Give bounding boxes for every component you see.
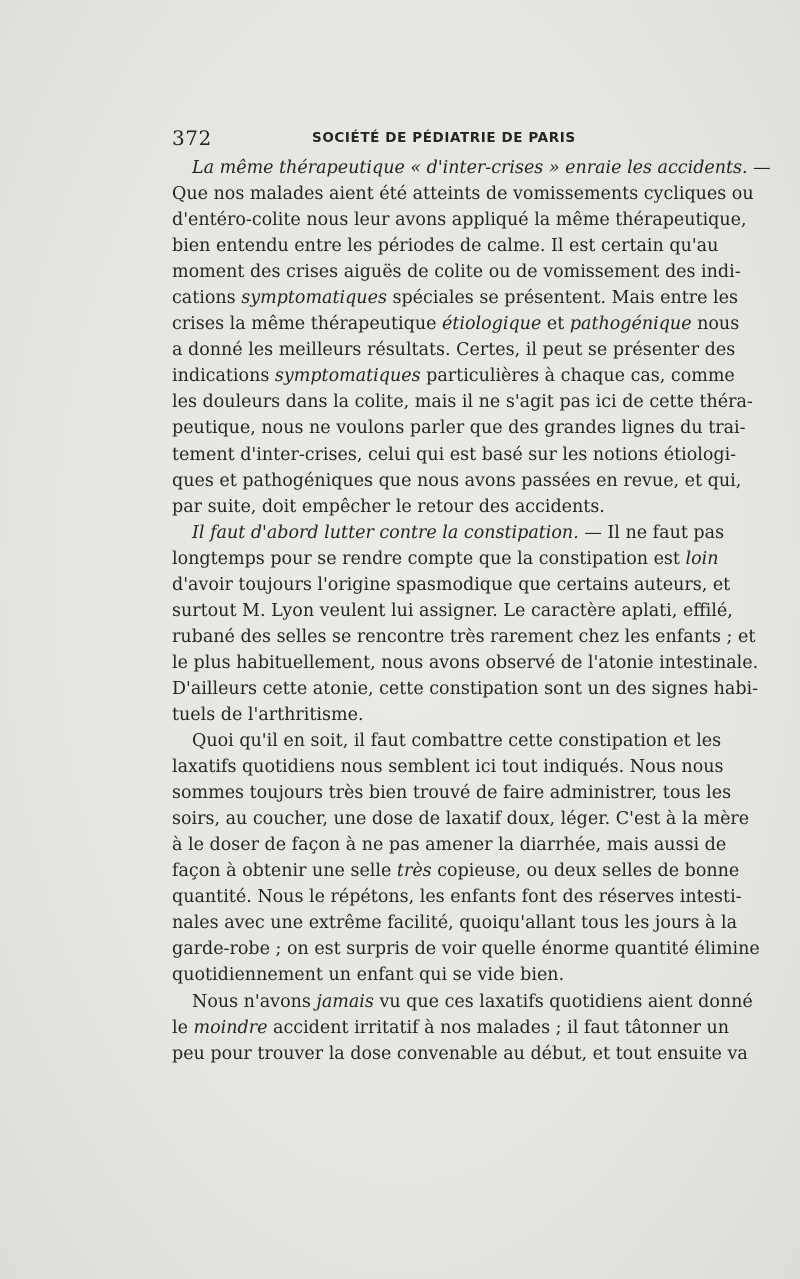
italic-segment: symptomatiques [241, 288, 387, 309]
italic-segment: très [396, 861, 432, 882]
text-line [172, 754, 724, 780]
text-segment: soirs, au coucher, une dose de laxatif doux, léger. C'est à la mère [172, 809, 750, 830]
text-segment: vu que ces laxatifs quotidiens aient donné [373, 991, 753, 1012]
text-line [172, 181, 754, 207]
text-segment: longtemps pour se rendre compte que la constipation est [172, 548, 686, 569]
text-segment: — Il ne faut pas [578, 522, 725, 543]
text-line [172, 389, 753, 415]
paragraph [172, 520, 759, 728]
paragraph [172, 155, 771, 520]
text-line [172, 285, 738, 311]
text-segment: Que nos malades aient été atteints de vomissements cycliques ou [172, 184, 754, 205]
paragraph [172, 989, 753, 1067]
text-line [172, 989, 753, 1015]
text-line [172, 702, 710, 728]
text-line [172, 155, 771, 181]
text-segment: nous [691, 314, 740, 335]
italic-segment: Il faut d'abord lutter contre la constipation. [192, 522, 579, 543]
italic-segment: étiologique [442, 314, 542, 335]
text-line [172, 468, 742, 494]
text-segment: surtout M. Lyon veulent lui assigner. Le caractère aplati, effilé, [172, 600, 733, 621]
text-segment: Quoi qu'il en soit, il faut combattre cette constipation et les [192, 731, 722, 752]
text-line [172, 624, 756, 650]
text-segment: d'avoir toujours l'origine spasmodique que certains auteurs, et [172, 574, 731, 595]
italic-segment: symptomatiques [274, 366, 421, 387]
text-segment: accident irritatif à nos malades ; il faut tâtonner un [267, 1017, 730, 1038]
text-segment: spéciales se présentent. Mais entre les [386, 288, 738, 309]
text-line [172, 962, 710, 988]
text-line [172, 207, 747, 233]
text-segment: bien entendu entre les périodes de calme. Il est certain qu'au [172, 236, 719, 257]
text-segment: les douleurs dans la colite, mais il ne s'agit pas ici de cette théra- [172, 392, 753, 413]
text-line [172, 363, 735, 389]
text-line [172, 806, 750, 832]
text-line [172, 1015, 730, 1041]
text-segment: copieuse, ou deux selles de bonne [431, 861, 740, 882]
text-segment: tement d'inter-crises, celui qui est basé sur les notions étiologi- [172, 444, 737, 465]
text-segment: — [747, 158, 771, 178]
text-segment: sommes toujours très bien trouvé de faire administrer, tous les [172, 783, 732, 804]
text-segment: rubané des selles se rencontre très rarement chez les enfants ; et [172, 626, 756, 647]
text-line [172, 1041, 748, 1067]
italic-segment: jamais [316, 991, 374, 1012]
text-segment: à le doser de façon à ne pas amener la diarrhée, mais aussi de [172, 835, 727, 856]
text-segment: indications [172, 366, 275, 387]
text-segment: cations [172, 288, 242, 309]
text-line [172, 832, 727, 858]
text-segment: moment des crises aiguës de colite ou de vomissement des indi- [172, 262, 741, 283]
text-line [172, 780, 732, 806]
text-segment: crises la même thérapeutique [172, 314, 443, 335]
text-line [172, 520, 725, 546]
text-segment: peutique, nous ne voulons parler que des grandes lignes du trai- [172, 418, 746, 439]
text-line [172, 676, 759, 702]
text-line [172, 936, 760, 962]
text-line [172, 494, 710, 520]
text-line [172, 311, 740, 337]
text-segment: tuels de l'arthritisme. [172, 704, 364, 725]
text-segment: par suite, doit empêcher le retour des accidents. [172, 496, 605, 517]
text-segment: le [172, 1017, 194, 1038]
text-segment: et [541, 314, 570, 335]
text-segment: quotidiennement un enfant qui se vide bien. [172, 965, 565, 986]
text-segment: garde-robe ; on est surpris de voir quelle énorme quantité élimine [172, 939, 760, 960]
text-line [172, 442, 737, 468]
text-segment: Nous n'avons [192, 991, 317, 1012]
text-segment: a donné les meilleurs résultats. Certes, il peut se présenter des [172, 340, 736, 361]
body-text [172, 155, 771, 1067]
text-segment: nales avec une extrême facilité, quoiqu'allant tous les jours à la [172, 913, 738, 934]
italic-segment: La même thérapeutique « d'inter-crises » enraie les accidents. [192, 158, 748, 178]
running-title: SOCIÉTÉ DE PÉDIATRIE DE PARIS [312, 130, 576, 146]
page-header [172, 126, 710, 150]
text-line [172, 233, 719, 259]
text-segment: ques et pathogéniques que nous avons passées en revue, et qui, [172, 470, 742, 491]
italic-segment: moindre [193, 1017, 268, 1038]
text-line [172, 650, 759, 676]
text-segment: façon à obtenir une selle [172, 861, 397, 882]
italic-segment: loin [685, 548, 719, 569]
text-line [172, 728, 722, 754]
text-line [172, 259, 741, 285]
text-segment: d'entéro-colite nous leur avons appliqué la même thérapeutique, [172, 210, 747, 231]
text-line [172, 598, 733, 624]
paragraph [172, 728, 760, 988]
text-segment: peu pour trouver la dose convenable au début, et tout ensuite va [172, 1043, 748, 1064]
text-line [172, 858, 740, 884]
text-segment: D'ailleurs cette atonie, cette constipation sont un des signes habi- [172, 678, 759, 699]
text-line [172, 884, 742, 910]
text-line [172, 337, 736, 363]
text-line [172, 546, 719, 572]
text-line [172, 910, 738, 936]
text-segment: laxatifs quotidiens nous semblent ici tout indiqués. Nous nous [172, 757, 724, 778]
text-segment: quantité. Nous le répétons, les enfants font des réserves intesti- [172, 887, 742, 908]
text-line [172, 572, 731, 598]
italic-segment: pathogénique [569, 314, 692, 335]
text-line [172, 415, 746, 441]
page-number: 372 [172, 126, 212, 150]
text-segment: le plus habituellement, nous avons observé de l'atonie intestinale. [172, 652, 759, 673]
text-segment: particulières à chaque cas, comme [420, 366, 735, 387]
